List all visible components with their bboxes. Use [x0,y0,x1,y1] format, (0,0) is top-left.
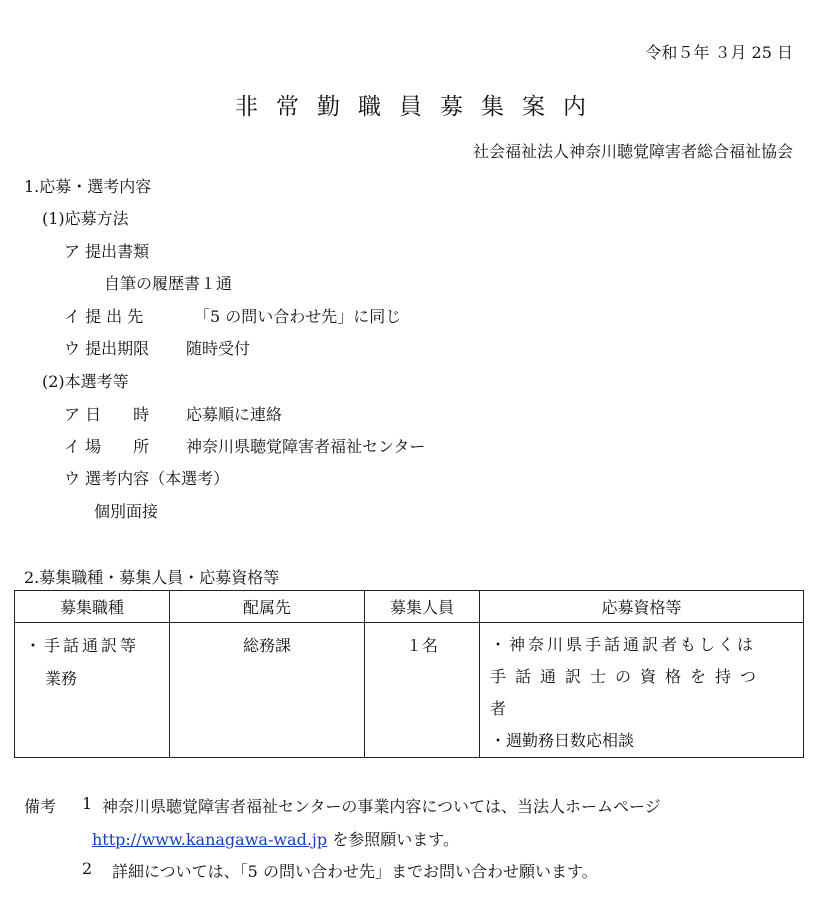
table-header-row [15,591,804,623]
qualification-line2: 手話通訳士の資格を持つ [490,667,766,686]
job-type-line1: ・手話通訳等 [25,636,140,655]
header-department: 配属先 [170,591,365,623]
deadline-label: ウ 提出期限 [64,339,150,358]
qualification-line1: ・神奈川県手話通訳者もしくは [490,635,757,654]
count-cell [365,623,480,758]
documents-label: ア 提出書類 [64,242,150,261]
header-count: 募集人員 [365,591,480,623]
note1-text: 神奈川県聴覚障害者福祉センターの事業内容については、当法人ホームページ [102,797,661,816]
department-value: 総務課 [242,636,291,655]
note1-tail: を参照願います。 [332,830,459,849]
organization-name: 社会福祉法人神奈川聴覚障害者総合福祉協会 [472,142,793,161]
selection-content-label: ウ 選考内容（本選考） [64,469,230,488]
datetime-value: 応募順に連絡 [186,405,283,424]
recruitment-table [14,590,804,758]
qualification-line3: 者 [490,699,507,718]
document-date: 令和５年 ３月 25 日 [645,43,793,62]
homepage-link[interactable]: http://www.kanagawa-wad.jp [92,830,328,849]
selection-heading: (2)本選考等 [42,372,129,391]
job-type-cell [15,623,170,758]
job-type-line2: 業務 [45,669,78,688]
page-title: 非常勤職員募集案内 [235,94,604,120]
place-value: 神奈川県聴覚障害者福祉センター [186,437,426,456]
note1-link-line [92,827,459,850]
submit-to-value: 「5 の問い合わせ先」に同じ [194,307,402,326]
note2-number: 2 [82,859,93,878]
documents-value: 自筆の履歴書１通 [104,274,233,293]
datetime-label: ア 日 時 [64,405,150,424]
section1-heading: 1.応募・選考内容 [24,177,152,196]
deadline-value: 随時受付 [186,339,251,358]
section2-heading: 2.募集職種・募集人員・応募資格等 [24,568,280,587]
table-row [15,623,804,758]
note1-number: 1 [82,794,93,813]
submit-to-label: イ 提 出 先 [64,307,144,326]
selection-content-value: 個別面接 [94,502,159,521]
notes-label: 備考 [24,797,57,816]
application-method-heading: (1)応募方法 [42,209,129,228]
header-job-type: 募集職種 [15,591,170,623]
qualifications-cell [480,623,804,758]
place-label: イ 場 所 [64,437,150,456]
header-qualifications: 応募資格等 [480,591,804,623]
department-cell [170,623,365,758]
qualification-line4: ・週勤務日数応相談 [490,731,635,750]
note2-text: 詳細については、「5 の問い合わせ先」までお問い合わせ願います。 [112,862,598,881]
count-value: １名 [405,636,438,655]
